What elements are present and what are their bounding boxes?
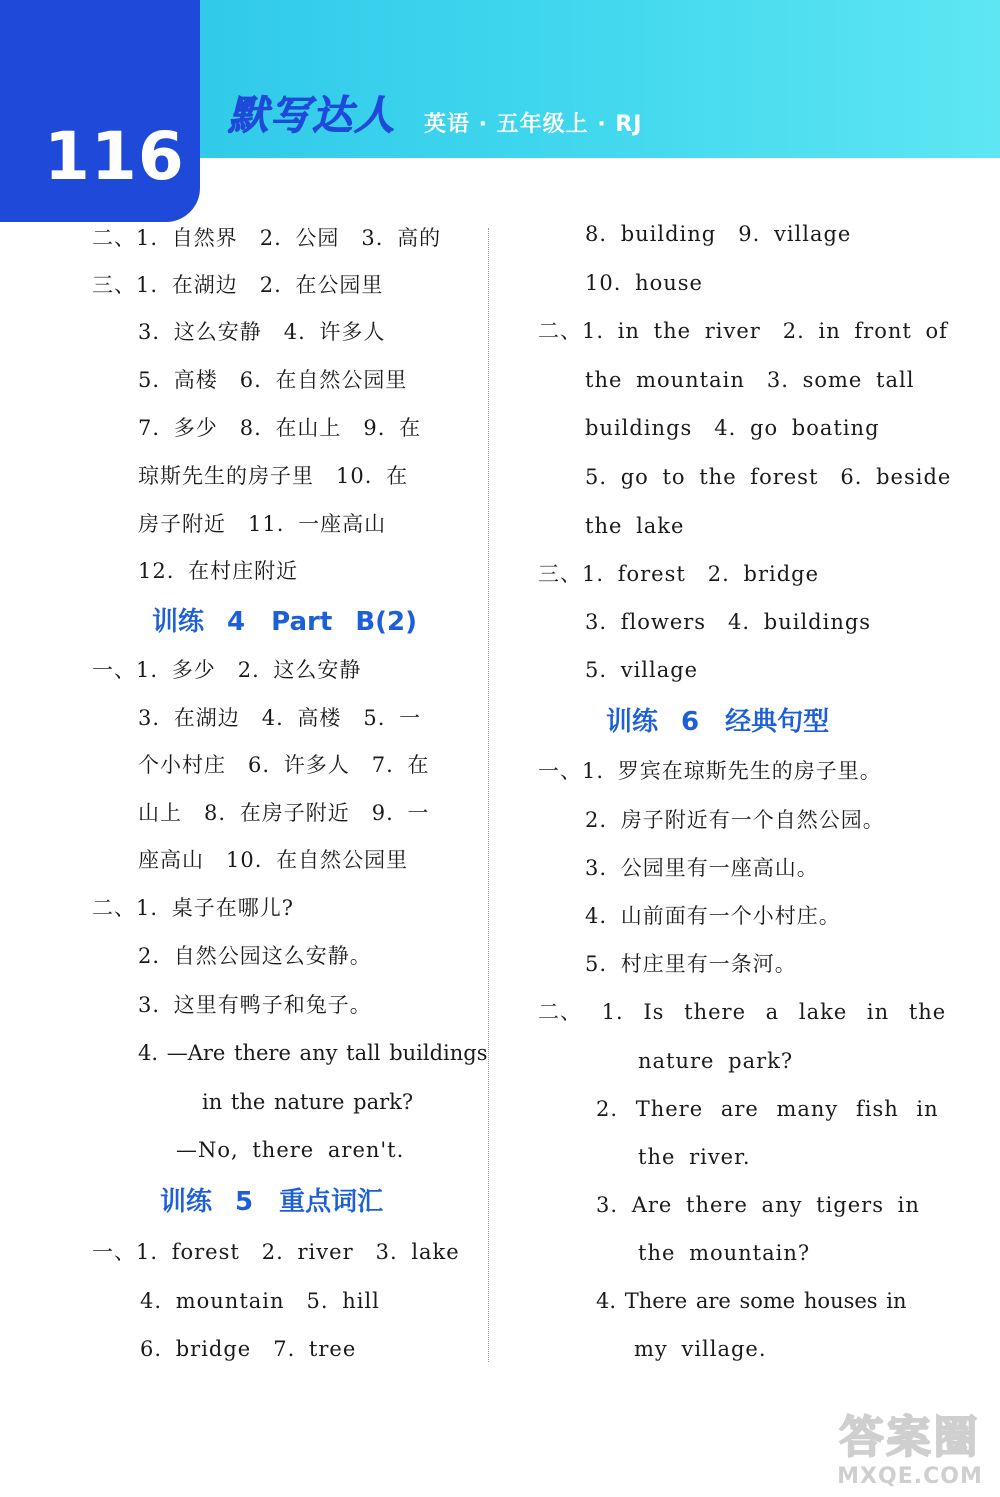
book-brand-title: 默写达人 <box>228 93 396 139</box>
answer-line: 3. 这么安静 4. 许多人 <box>138 320 386 344</box>
answer-line: 三、1. forest 2. bridge <box>538 562 820 586</box>
section-heading-training-5: 训练 5 重点词汇 <box>160 1187 384 1217</box>
answer-line: 三、1. 在湖边 2. 在公园里 <box>92 273 384 297</box>
answer-line: 琼斯先生的房子里 10. 在 <box>138 464 409 488</box>
answer-line: 一、1. forest 2. river 3. lake <box>92 1240 460 1264</box>
answer-line: 5. 村庄里有一条河。 <box>585 952 797 976</box>
answer-line: 4. mountain 5. hill <box>140 1289 380 1313</box>
answer-line: 5. go to the forest 6. beside <box>585 465 952 489</box>
watermark-seal: 答案圈 <box>839 1412 981 1463</box>
answer-line: 10. house <box>585 271 703 295</box>
answer-line: 座高山 10. 在自然公园里 <box>138 848 409 872</box>
answer-line: the river. <box>638 1145 751 1169</box>
answer-line: 2. There are many fish in <box>596 1097 939 1121</box>
answer-line: the mountain? <box>638 1241 811 1265</box>
answer-line: 房子附近 11. 一座高山 <box>138 512 387 536</box>
answer-line: 2. 自然公园这么安静。 <box>138 944 372 968</box>
answer-line: 一、1. 罗宾在琼斯先生的房子里。 <box>538 759 882 783</box>
answer-line: 山上 8. 在房子附近 9. 一 <box>138 801 430 825</box>
answer-line: buildings 4. go boating <box>585 416 880 440</box>
answer-line: 7. 多少 8. 在山上 9. 在 <box>138 416 422 440</box>
answer-line: 2. 房子附近有一个自然公园。 <box>585 808 885 832</box>
answer-line: 3. 在湖边 4. 高楼 5. 一 <box>138 706 422 730</box>
answer-line: nature park? <box>638 1049 794 1073</box>
answer-line: 12. 在村庄附近 <box>138 559 299 583</box>
answer-line: 5. 高楼 6. 在自然公园里 <box>138 368 408 392</box>
answer-line: 一、1. 多少 2. 这么安静 <box>92 658 362 682</box>
answer-line: the lake <box>585 514 685 538</box>
column-divider <box>488 228 489 1362</box>
answer-line: 3. 这里有鸭子和兔子。 <box>138 993 372 1017</box>
answer-line: 4. There are some houses in <box>596 1289 907 1313</box>
answer-line: in the nature park? <box>202 1090 414 1114</box>
answer-line: 二、1. in the river 2. in front of <box>538 319 948 343</box>
watermark-site: MXQE.COM <box>837 1464 983 1489</box>
answer-line: 二、1. 桌子在哪儿? <box>92 896 294 920</box>
answer-line: 8. building 9. village <box>585 222 852 246</box>
section-heading-training-4: 训练 4 Part B(2) <box>152 607 418 637</box>
answer-line: —No, there aren't. <box>176 1138 405 1162</box>
answer-line: 个小村庄 6. 许多人 7. 在 <box>138 753 430 777</box>
answer-line: 4. —Are there any tall buildings <box>138 1041 488 1065</box>
book-subject-label: 英语 · 五年级上 · RJ <box>424 112 643 137</box>
answer-line: 3. 公园里有一座高山。 <box>585 856 819 880</box>
section-heading-training-6: 训练 6 经典句型 <box>606 707 830 737</box>
answer-line: 6. bridge 7. tree <box>140 1337 357 1361</box>
answer-line: 二、 1. Is there a lake in the <box>538 1000 947 1024</box>
answer-line: 4. 山前面有一个小村庄。 <box>585 904 841 928</box>
page-number-tab <box>0 0 200 222</box>
answer-line: 3. flowers 4. buildings <box>585 610 872 634</box>
page-number: 116 <box>44 118 185 195</box>
answer-line: the mountain 3. some tall <box>585 368 915 392</box>
answer-line: 5. village <box>585 658 699 682</box>
answer-line: my village. <box>634 1337 767 1361</box>
answer-line: 二、1. 自然界 2. 公园 3. 高的 <box>92 226 442 250</box>
watermark-logo <box>826 1412 994 1490</box>
answer-line: 3. Are there any tigers in <box>596 1193 920 1217</box>
